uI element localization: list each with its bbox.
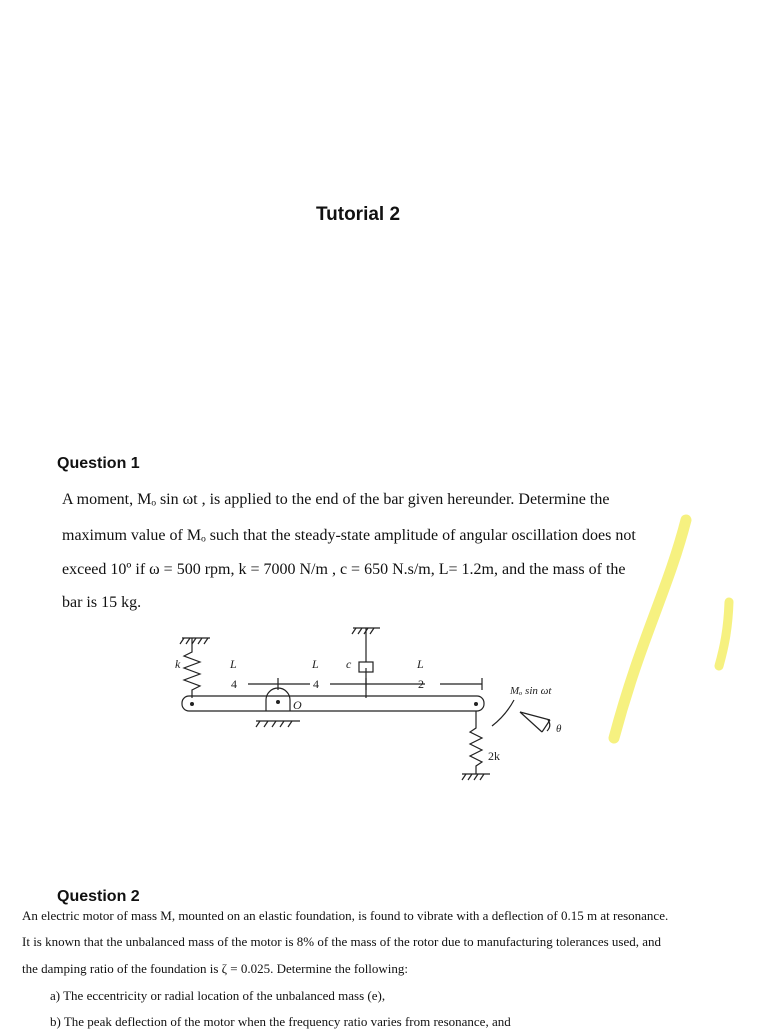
highlighter-stroke (719, 602, 729, 666)
question-2-item: b) The peak deflection of the motor when the frequency ratio varies from resonance, and (50, 1014, 511, 1029)
question-2-line: An electric motor of mass M, mounted on an elastic foundation, is found to vibrate with a deflection of 0.15 m at resonance. (22, 908, 669, 923)
question-2-item: a) The eccentricity or radial location of the unbalanced mass (e), (50, 988, 386, 1003)
highlighter-stroke (614, 520, 686, 738)
spring-2k-label: 2k (488, 749, 500, 763)
bar-vibration-diagram (170, 620, 590, 790)
question-2-line: It is known that the unbalanced mass of the motor is 8% of the mass of the rotor due to manufacturing tolerances used, and (22, 934, 661, 949)
pivot-o-label: O (293, 698, 302, 712)
question-1-line: bar is 15 kg. (62, 594, 142, 611)
length-divisor-label: 2 (418, 677, 424, 691)
length-divisor-label: 4 (231, 677, 237, 691)
question-1-line: exceed 10º if ω = 500 rpm, k = 7000 N/m , c = 650 N.s/m, L= 1.2m, and the mass of the (62, 561, 626, 578)
spring-k-label: k (175, 657, 181, 671)
question-2-line: the damping ratio of the foundation is ζ = 0.025. Determine the following: (22, 961, 409, 976)
length-label: L (417, 657, 424, 671)
length-label: L (230, 657, 237, 671)
page-title: Tutorial 2 (315, 204, 401, 225)
question-1-line: A moment, Mₒ sin ωt , is applied to the end of the bar given hereunder. Determine the (62, 491, 610, 508)
length-label: L (312, 657, 319, 671)
theta-label: θ (556, 723, 562, 735)
question-1-heading: Question 1 (57, 455, 140, 472)
moment-label: Mₒ sin ωt (510, 685, 552, 697)
question-1-line: maximum value of Mₒ such that the steady-state amplitude of angular oscillation does not (62, 527, 636, 544)
damper-c-label: c (346, 657, 352, 671)
question-2-heading: Question 2 (57, 888, 140, 905)
length-divisor-label: 4 (313, 677, 319, 691)
